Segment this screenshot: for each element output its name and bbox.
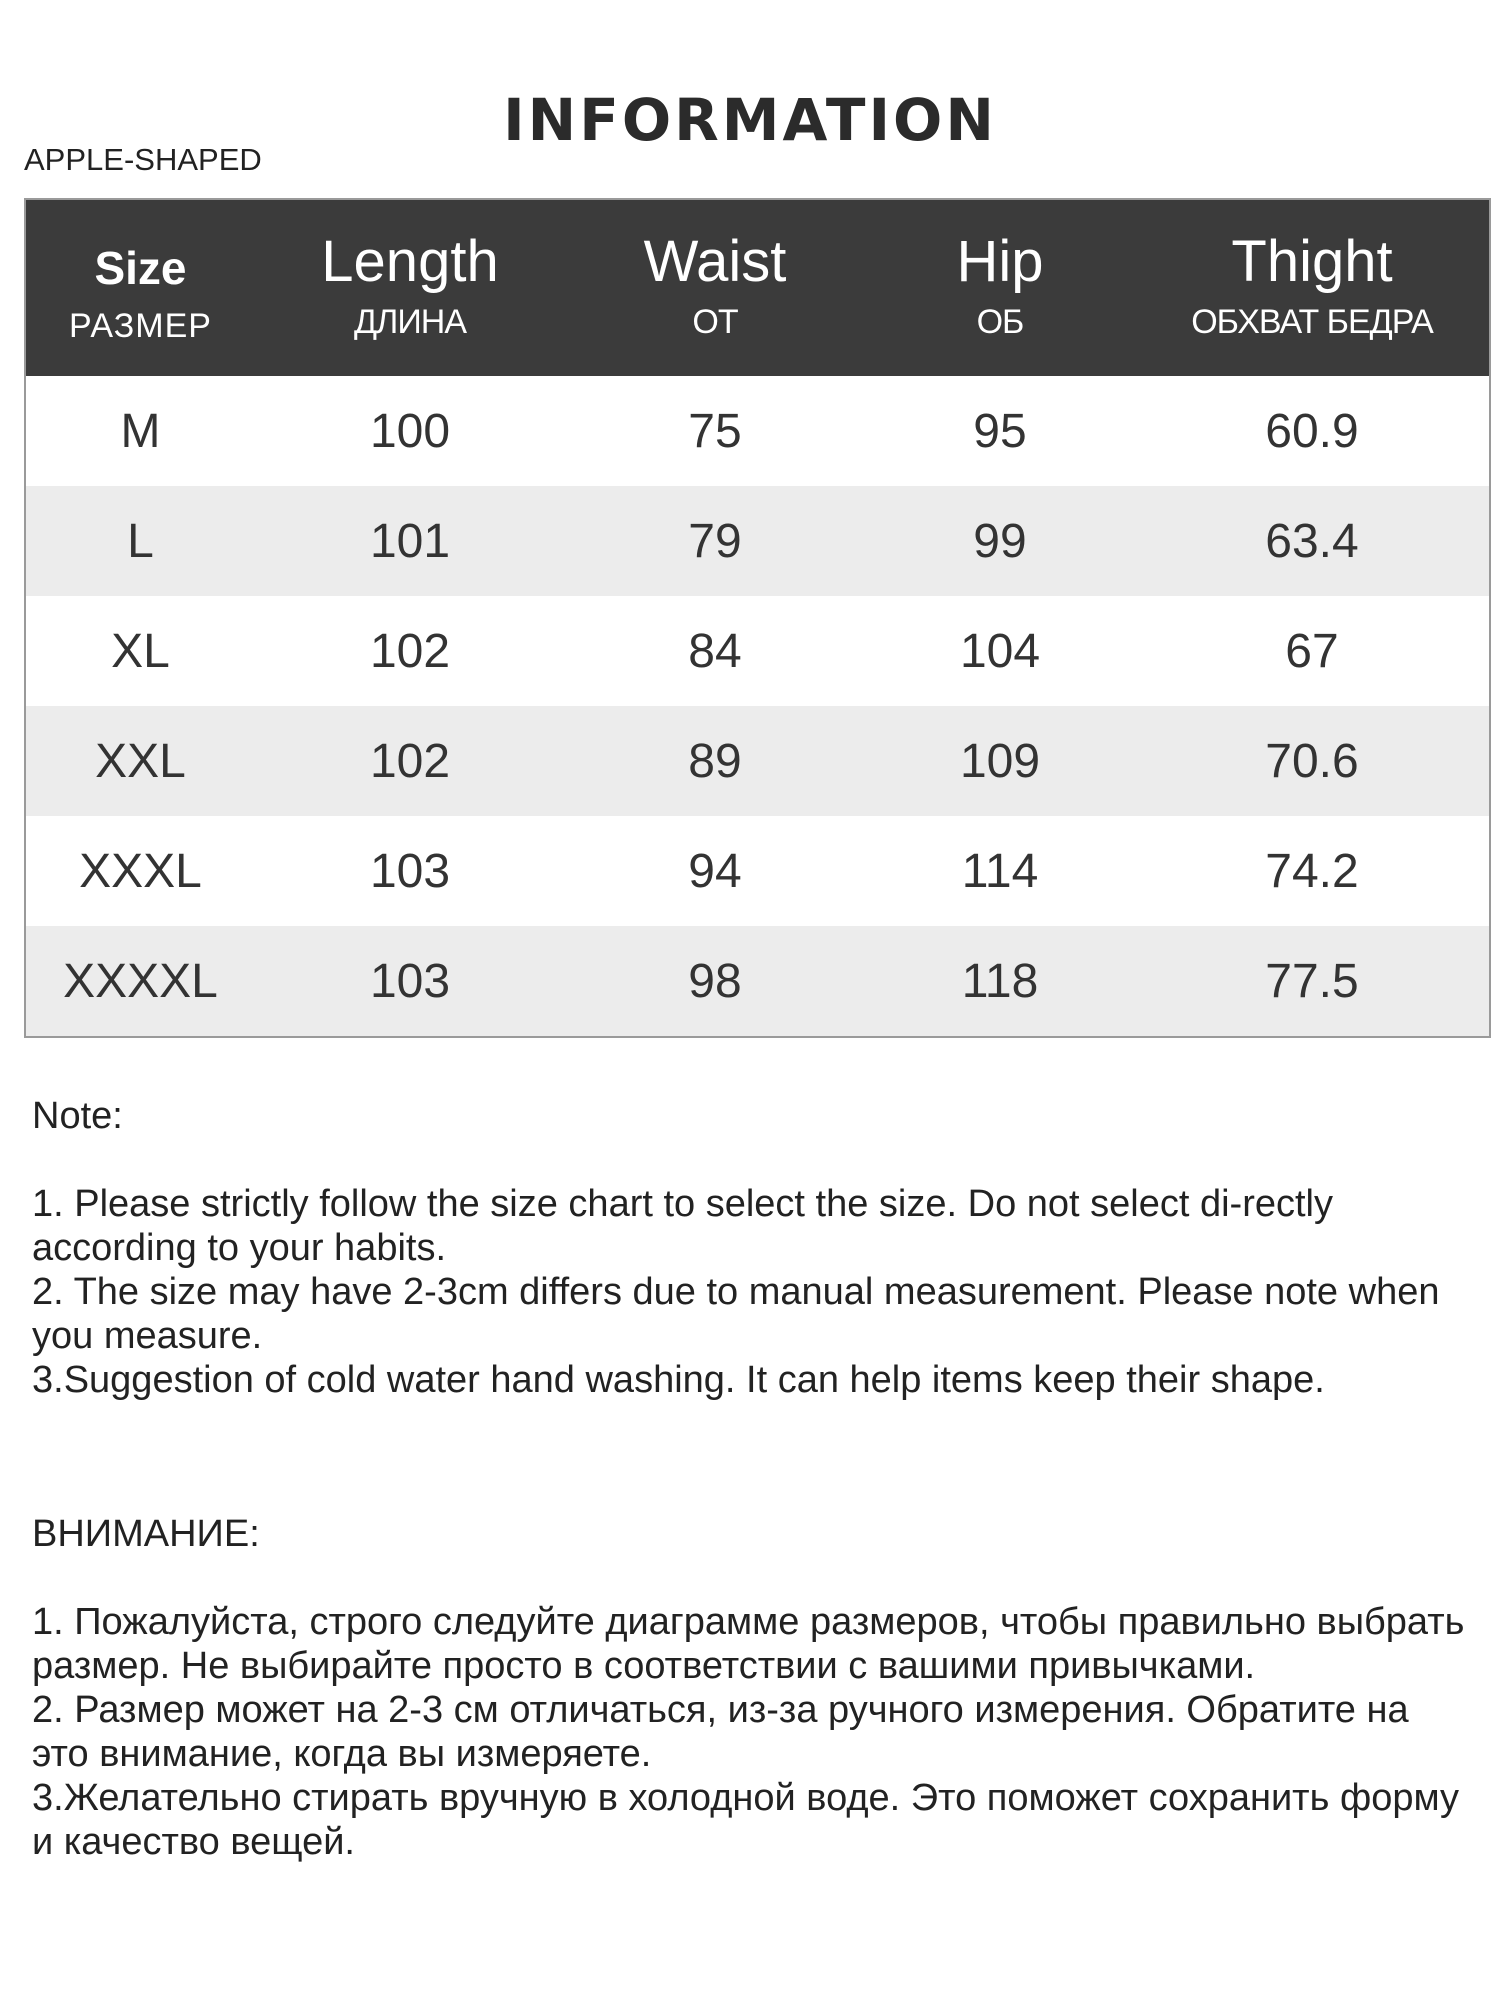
header-label-ru: ОБХВАТ БЕДРА bbox=[1191, 303, 1433, 341]
header-size bbox=[25, 199, 255, 376]
cell-hip: 109 bbox=[865, 706, 1135, 816]
header-label-en: Thight bbox=[1231, 229, 1393, 294]
note-item: 1. Пожалуйста, строго следуйте диаграмме размеров, чтобы правильно выбрать размер. Не выбирайте просто в соответствии с вашими привычками. bbox=[32, 1601, 1465, 1687]
cell-hip: 118 bbox=[865, 926, 1135, 1037]
table-row bbox=[25, 816, 1490, 926]
cell-thigh: 77.5 bbox=[1135, 926, 1490, 1037]
table-row bbox=[25, 706, 1490, 816]
cell-waist: 89 bbox=[565, 706, 865, 816]
cell-waist: 98 bbox=[565, 926, 865, 1037]
note-item: 1. Please strictly follow the size chart to select the size. Do not select di-rectly according to your habits. bbox=[32, 1183, 1333, 1269]
cell-waist: 84 bbox=[565, 596, 865, 706]
header-waist bbox=[565, 199, 865, 376]
cell-size: XXXXL bbox=[25, 926, 255, 1037]
cell-thigh: 74.2 bbox=[1135, 816, 1490, 926]
note-item: 2. The size may have 2-3cm differs due to manual measurement. Please note when you measure. bbox=[32, 1271, 1440, 1357]
header-thigh bbox=[1135, 199, 1490, 376]
note-item: 3.Желательно стирать вручную в холодной воде. Это поможет сохранить форму и качество вещей. bbox=[32, 1777, 1460, 1863]
cell-waist: 94 bbox=[565, 816, 865, 926]
cell-size: XL bbox=[25, 596, 255, 706]
note-item: 3.Suggestion of cold water hand washing. It can help items keep their shape. bbox=[32, 1359, 1325, 1401]
header-label-ru: ДЛИНА bbox=[353, 303, 466, 341]
header-hip bbox=[865, 199, 1135, 376]
cell-length: 102 bbox=[255, 706, 565, 816]
header-label-en: Length bbox=[321, 229, 499, 294]
table-row bbox=[25, 926, 1490, 1037]
notes-heading: ВНИМАНИЕ: bbox=[32, 1513, 260, 1555]
page-title: INFORMATION bbox=[503, 86, 997, 154]
header-label-en: Waist bbox=[643, 229, 787, 294]
header-label-en: Hip bbox=[956, 229, 1044, 294]
notes-english bbox=[32, 1094, 1472, 1402]
size-chart-table bbox=[24, 198, 1491, 1038]
size-chart-header bbox=[25, 199, 1490, 376]
cell-size: XXXL bbox=[25, 816, 255, 926]
cell-hip: 99 bbox=[865, 486, 1135, 596]
cell-size: XXL bbox=[25, 706, 255, 816]
cell-length: 102 bbox=[255, 596, 565, 706]
cell-length: 100 bbox=[255, 376, 565, 486]
cell-waist: 75 bbox=[565, 376, 865, 486]
header-label-ru: ОТ bbox=[692, 303, 738, 341]
cell-waist: 79 bbox=[565, 486, 865, 596]
cell-thigh: 60.9 bbox=[1135, 376, 1490, 486]
header-label-ru: ОБ bbox=[976, 303, 1024, 341]
cell-length: 103 bbox=[255, 926, 565, 1037]
cell-size: L bbox=[25, 486, 255, 596]
table-row bbox=[25, 376, 1490, 486]
cell-thigh: 67 bbox=[1135, 596, 1490, 706]
header-label-ru: РАЗМЕР bbox=[69, 307, 212, 345]
cell-size: M bbox=[25, 376, 255, 486]
cell-thigh: 70.6 bbox=[1135, 706, 1490, 816]
cell-length: 103 bbox=[255, 816, 565, 926]
header-row bbox=[25, 199, 1490, 376]
body-shape-label: APPLE-SHAPED bbox=[24, 142, 262, 177]
note-item: 2. Размер может на 2-3 см отличаться, из-за ручного измерения. Обратите на это внимание, когда вы измеряете. bbox=[32, 1689, 1409, 1775]
table-row bbox=[25, 486, 1490, 596]
cell-hip: 95 bbox=[865, 376, 1135, 486]
cell-hip: 114 bbox=[865, 816, 1135, 926]
table-row bbox=[25, 596, 1490, 706]
header-length bbox=[255, 199, 565, 376]
notes-russian bbox=[32, 1512, 1472, 1864]
cell-length: 101 bbox=[255, 486, 565, 596]
notes-heading: Note: bbox=[32, 1095, 123, 1137]
cell-thigh: 63.4 bbox=[1135, 486, 1490, 596]
size-chart-body bbox=[25, 376, 1490, 1037]
cell-hip: 104 bbox=[865, 596, 1135, 706]
header-label-en: Size bbox=[94, 242, 187, 294]
